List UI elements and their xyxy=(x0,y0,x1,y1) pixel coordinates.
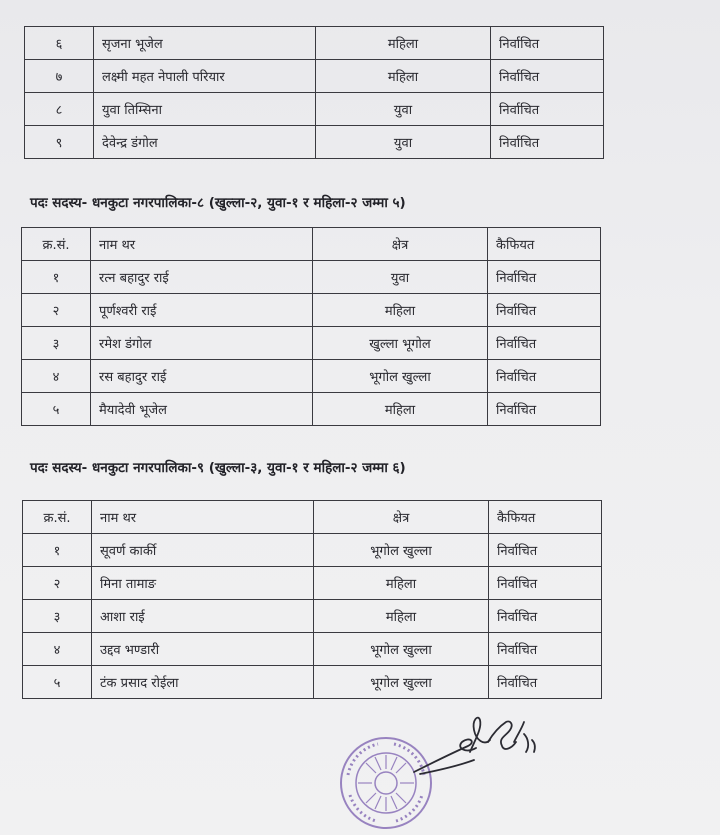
serial-number: ३ xyxy=(22,327,91,360)
candidate-name: लक्ष्मी महत नेपाली परियार xyxy=(94,60,316,93)
candidate-remarks: निर्वाचित xyxy=(489,534,602,567)
header-remarks: कैफियत xyxy=(489,501,602,534)
candidate-category: महिला xyxy=(314,600,489,633)
candidate-remarks: निर्वाचित xyxy=(488,327,601,360)
candidate-remarks: निर्वाचित xyxy=(491,60,604,93)
candidate-remarks: निर्वाचित xyxy=(489,666,602,699)
candidate-category: युवा xyxy=(316,93,491,126)
candidate-name: रस बहादुर राई xyxy=(91,360,313,393)
serial-number: २ xyxy=(22,294,91,327)
candidate-name: आशा राई xyxy=(92,600,314,633)
candidate-category: युवा xyxy=(316,126,491,159)
candidate-name: देवेन्द्र डंगोल xyxy=(94,126,316,159)
table-row xyxy=(22,360,601,393)
candidates-table-ward-9 xyxy=(22,500,602,699)
candidate-name: टंक प्रसाद रोईला xyxy=(92,666,314,699)
candidate-category: भूगोल खुल्ला xyxy=(313,360,488,393)
table-row xyxy=(25,60,604,93)
serial-number: २ xyxy=(23,567,92,600)
candidate-name: मिना तामाङ xyxy=(92,567,314,600)
header-category: क्षेत्र xyxy=(314,501,489,534)
candidates-table-continued xyxy=(24,26,604,159)
candidate-remarks: निर्वाचित xyxy=(489,567,602,600)
header-remarks: कैफियत xyxy=(488,228,601,261)
candidate-remarks: निर्वाचित xyxy=(489,600,602,633)
table-row xyxy=(23,567,602,600)
serial-number: ८ xyxy=(25,93,94,126)
candidate-name: सृजना भूजेल xyxy=(94,27,316,60)
candidate-category: भूगोल खुल्ला xyxy=(314,534,489,567)
candidate-name: उद्दव भण्डारी xyxy=(92,633,314,666)
candidate-category: महिला xyxy=(316,27,491,60)
candidate-name: सूवर्ण कार्की xyxy=(92,534,314,567)
table-row xyxy=(25,27,604,60)
table-row xyxy=(23,633,602,666)
header-name: नाम थर xyxy=(91,228,313,261)
serial-number: ५ xyxy=(22,393,91,426)
candidate-name: रमेश डंगोल xyxy=(91,327,313,360)
serial-number: ९ xyxy=(25,126,94,159)
candidate-name: रत्न बहादुर राई xyxy=(91,261,313,294)
header-serial: क्र.सं. xyxy=(23,501,92,534)
table-header-row xyxy=(22,228,601,261)
candidate-category: महिला xyxy=(316,60,491,93)
table-row xyxy=(23,666,602,699)
serial-number: ४ xyxy=(23,633,92,666)
header-serial: क्र.सं. xyxy=(22,228,91,261)
serial-number: ३ xyxy=(23,600,92,633)
signature-icon xyxy=(410,712,550,782)
serial-number: १ xyxy=(22,261,91,294)
table-row xyxy=(23,534,602,567)
table-row xyxy=(22,393,601,426)
candidate-remarks: निर्वाचित xyxy=(491,126,604,159)
header-category: क्षेत्र xyxy=(313,228,488,261)
table-row xyxy=(25,93,604,126)
candidate-remarks: निर्वाचित xyxy=(491,27,604,60)
candidate-name: मैयादेवी भूजेल xyxy=(91,393,313,426)
candidate-category: महिला xyxy=(313,294,488,327)
table-row xyxy=(25,126,604,159)
table-row xyxy=(22,294,601,327)
candidate-remarks: निर्वाचित xyxy=(488,393,601,426)
candidates-table-ward-8 xyxy=(21,227,601,426)
candidate-remarks: निर्वाचित xyxy=(489,633,602,666)
candidate-category: महिला xyxy=(313,393,488,426)
candidate-remarks: निर्वाचित xyxy=(488,294,601,327)
candidate-remarks: निर्वाचित xyxy=(488,261,601,294)
candidate-category: भूगोल खुल्ला xyxy=(314,633,489,666)
table-header-row xyxy=(23,501,602,534)
table-row xyxy=(22,327,601,360)
serial-number: ६ xyxy=(25,27,94,60)
serial-number: ७ xyxy=(25,60,94,93)
candidate-remarks: निर्वाचित xyxy=(488,360,601,393)
section-heading-ward-8: पदः सदस्य- धनकुटा नगरपालिका-८ (खुल्ला-२, युवा-१ र महिला-२ जम्मा ५) xyxy=(30,195,406,211)
candidate-category: भूगोल खुल्ला xyxy=(314,666,489,699)
serial-number: १ xyxy=(23,534,92,567)
candidate-category: युवा xyxy=(313,261,488,294)
candidate-remarks: निर्वाचित xyxy=(491,93,604,126)
section-heading-ward-9: पदः सदस्य- धनकुटा नगरपालिका-९ (खुल्ला-३, युवा-१ र महिला-२ जम्मा ६) xyxy=(30,460,406,476)
header-name: नाम थर xyxy=(92,501,314,534)
table-row xyxy=(23,600,602,633)
table-row xyxy=(22,261,601,294)
serial-number: ४ xyxy=(22,360,91,393)
candidate-name: युवा तिम्सिना xyxy=(94,93,316,126)
candidate-category: महिला xyxy=(314,567,489,600)
serial-number: ५ xyxy=(23,666,92,699)
candidate-category: खुल्ला भूगोल xyxy=(313,327,488,360)
signature-graphic xyxy=(410,712,550,782)
candidate-name: पूर्णश्वरी राई xyxy=(91,294,313,327)
